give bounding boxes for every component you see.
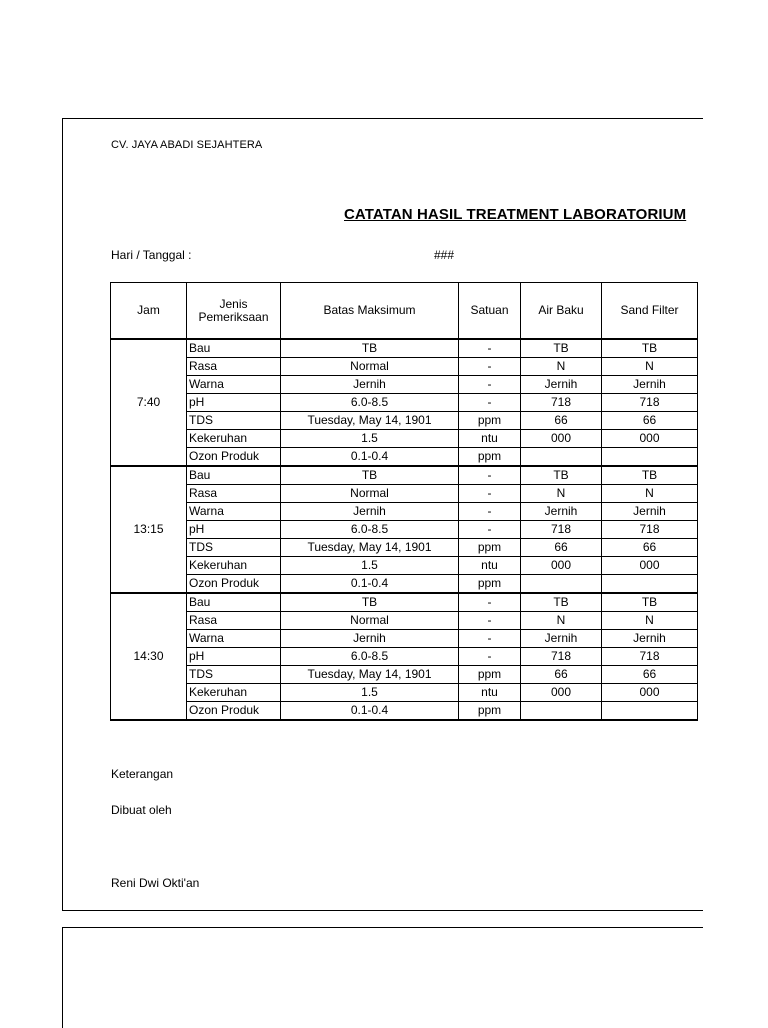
param-cell: TDS — [187, 666, 281, 684]
table-row — [111, 521, 698, 539]
table-row — [111, 394, 698, 412]
batas-cell: Tuesday, May 14, 1901 — [281, 412, 459, 430]
batas-cell: 6.0-8.5 — [281, 521, 459, 539]
sand-filter-cell — [602, 702, 698, 721]
header-jenis-line1: Jenis — [219, 296, 248, 311]
header-batas-maksimum: Batas Maksimum — [281, 283, 459, 340]
table-row — [111, 630, 698, 648]
air-baku-cell: 000 — [521, 684, 602, 702]
batas-cell: 6.0-8.5 — [281, 394, 459, 412]
batas-cell: Jernih — [281, 503, 459, 521]
batas-cell: Normal — [281, 358, 459, 376]
batas-cell: 0.1-0.4 — [281, 702, 459, 721]
table-row — [111, 430, 698, 448]
batas-cell: TB — [281, 466, 459, 485]
document-title: CATATAN HASIL TREATMENT LABORATORIUM — [344, 206, 687, 223]
air-baku-cell: 000 — [521, 557, 602, 575]
air-baku-cell — [521, 702, 602, 721]
satuan-cell: - — [459, 339, 521, 358]
table-body — [111, 339, 698, 720]
param-cell: Ozon Produk — [187, 448, 281, 467]
sand-filter-cell: TB — [602, 466, 698, 485]
sand-filter-cell — [602, 448, 698, 467]
table-row — [111, 575, 698, 594]
dibuat-oleh-label: Dibuat oleh — [111, 803, 172, 817]
air-baku-cell: TB — [521, 466, 602, 485]
sand-filter-cell: 718 — [602, 648, 698, 666]
table-row — [111, 339, 698, 358]
param-cell: Bau — [187, 466, 281, 485]
param-cell: Warna — [187, 503, 281, 521]
param-cell: TDS — [187, 412, 281, 430]
air-baku-cell: Jernih — [521, 503, 602, 521]
jam-cell: 14:30 — [111, 593, 187, 720]
table-row — [111, 358, 698, 376]
batas-cell: TB — [281, 339, 459, 358]
satuan-cell: - — [459, 394, 521, 412]
param-cell: Ozon Produk — [187, 575, 281, 594]
date-label: Hari / Tanggal : — [111, 248, 192, 262]
air-baku-cell: 718 — [521, 394, 602, 412]
table-row — [111, 648, 698, 666]
satuan-cell: ntu — [459, 557, 521, 575]
satuan-cell: ppm — [459, 575, 521, 594]
satuan-cell: - — [459, 521, 521, 539]
satuan-cell: - — [459, 466, 521, 485]
batas-cell: Jernih — [281, 630, 459, 648]
table-row — [111, 466, 698, 485]
sand-filter-cell: 000 — [602, 684, 698, 702]
batas-cell: Normal — [281, 485, 459, 503]
keterangan-label: Keterangan — [111, 767, 174, 781]
air-baku-cell: TB — [521, 339, 602, 358]
batas-cell: 1.5 — [281, 557, 459, 575]
sand-filter-cell: 66 — [602, 539, 698, 557]
satuan-cell: - — [459, 593, 521, 612]
sand-filter-cell: N — [602, 485, 698, 503]
batas-cell: 0.1-0.4 — [281, 575, 459, 594]
sand-filter-cell: 66 — [602, 666, 698, 684]
air-baku-cell — [521, 448, 602, 467]
param-cell: TDS — [187, 539, 281, 557]
sand-filter-cell: Jernih — [602, 376, 698, 394]
param-cell: Kekeruhan — [187, 557, 281, 575]
param-cell: Rasa — [187, 485, 281, 503]
table-row — [111, 503, 698, 521]
batas-cell: 1.5 — [281, 430, 459, 448]
air-baku-cell: 718 — [521, 648, 602, 666]
table-header-row — [111, 283, 698, 340]
header-jam: Jam — [111, 283, 187, 340]
date-value: ### — [434, 248, 455, 262]
satuan-cell: - — [459, 630, 521, 648]
batas-cell: Jernih — [281, 376, 459, 394]
air-baku-cell: N — [521, 612, 602, 630]
table-row — [111, 612, 698, 630]
batas-cell: 0.1-0.4 — [281, 448, 459, 467]
table-row — [111, 557, 698, 575]
header-satuan: Satuan — [459, 283, 521, 340]
table-row — [111, 485, 698, 503]
param-cell: pH — [187, 521, 281, 539]
table-row — [111, 412, 698, 430]
satuan-cell: ntu — [459, 684, 521, 702]
param-cell: pH — [187, 394, 281, 412]
jam-cell: 13:15 — [111, 466, 187, 593]
param-cell: pH — [187, 648, 281, 666]
satuan-cell: ppm — [459, 539, 521, 557]
satuan-cell: - — [459, 358, 521, 376]
jam-cell: 7:40 — [111, 339, 187, 466]
air-baku-cell: 718 — [521, 521, 602, 539]
air-baku-cell: 000 — [521, 430, 602, 448]
sand-filter-cell: N — [602, 612, 698, 630]
sand-filter-cell: 718 — [602, 521, 698, 539]
batas-cell: TB — [281, 593, 459, 612]
satuan-cell: - — [459, 485, 521, 503]
air-baku-cell: N — [521, 358, 602, 376]
satuan-cell: ntu — [459, 430, 521, 448]
table-row — [111, 593, 698, 612]
air-baku-cell: 66 — [521, 666, 602, 684]
air-baku-cell: Jernih — [521, 376, 602, 394]
param-cell: Rasa — [187, 612, 281, 630]
air-baku-cell: N — [521, 485, 602, 503]
batas-cell: Tuesday, May 14, 1901 — [281, 539, 459, 557]
table-row — [111, 376, 698, 394]
param-cell: Kekeruhan — [187, 684, 281, 702]
satuan-cell: - — [459, 648, 521, 666]
satuan-cell: ppm — [459, 702, 521, 721]
satuan-cell: - — [459, 503, 521, 521]
table-row — [111, 539, 698, 557]
batas-cell: Tuesday, May 14, 1901 — [281, 666, 459, 684]
satuan-cell: ppm — [459, 412, 521, 430]
sand-filter-cell: 000 — [602, 557, 698, 575]
sand-filter-cell: 66 — [602, 412, 698, 430]
air-baku-cell: 66 — [521, 412, 602, 430]
batas-cell: 1.5 — [281, 684, 459, 702]
sand-filter-cell: N — [602, 358, 698, 376]
satuan-cell: ppm — [459, 448, 521, 467]
table-row — [111, 702, 698, 721]
air-baku-cell: TB — [521, 593, 602, 612]
air-baku-cell: 66 — [521, 539, 602, 557]
param-cell: Kekeruhan — [187, 430, 281, 448]
header-sand-filter: Sand Filter — [602, 283, 698, 340]
sand-filter-cell: 000 — [602, 430, 698, 448]
lab-results-table — [110, 282, 698, 721]
batas-cell: 6.0-8.5 — [281, 648, 459, 666]
air-baku-cell: Jernih — [521, 630, 602, 648]
signer-name: Reni Dwi Okti'an — [111, 876, 200, 890]
table-row — [111, 684, 698, 702]
sand-filter-cell: 718 — [602, 394, 698, 412]
param-cell: Rasa — [187, 358, 281, 376]
header-jenis-pemeriksaan — [187, 283, 281, 340]
company-name: CV. JAYA ABADI SEJAHTERA — [111, 139, 263, 151]
satuan-cell: ppm — [459, 666, 521, 684]
sand-filter-cell: TB — [602, 593, 698, 612]
satuan-cell: - — [459, 376, 521, 394]
satuan-cell: - — [459, 612, 521, 630]
param-cell: Ozon Produk — [187, 702, 281, 721]
header-air-baku: Air Baku — [521, 283, 602, 340]
batas-cell: Normal — [281, 612, 459, 630]
param-cell: Warna — [187, 376, 281, 394]
air-baku-cell — [521, 575, 602, 594]
header-jenis-line2: Pemeriksaan — [198, 309, 269, 324]
next-page-border — [62, 927, 703, 1028]
sand-filter-cell: TB — [602, 339, 698, 358]
table-row — [111, 666, 698, 684]
table-row — [111, 448, 698, 467]
param-cell: Warna — [187, 630, 281, 648]
param-cell: Bau — [187, 339, 281, 358]
sand-filter-cell: Jernih — [602, 503, 698, 521]
param-cell: Bau — [187, 593, 281, 612]
sand-filter-cell — [602, 575, 698, 594]
sand-filter-cell: Jernih — [602, 630, 698, 648]
